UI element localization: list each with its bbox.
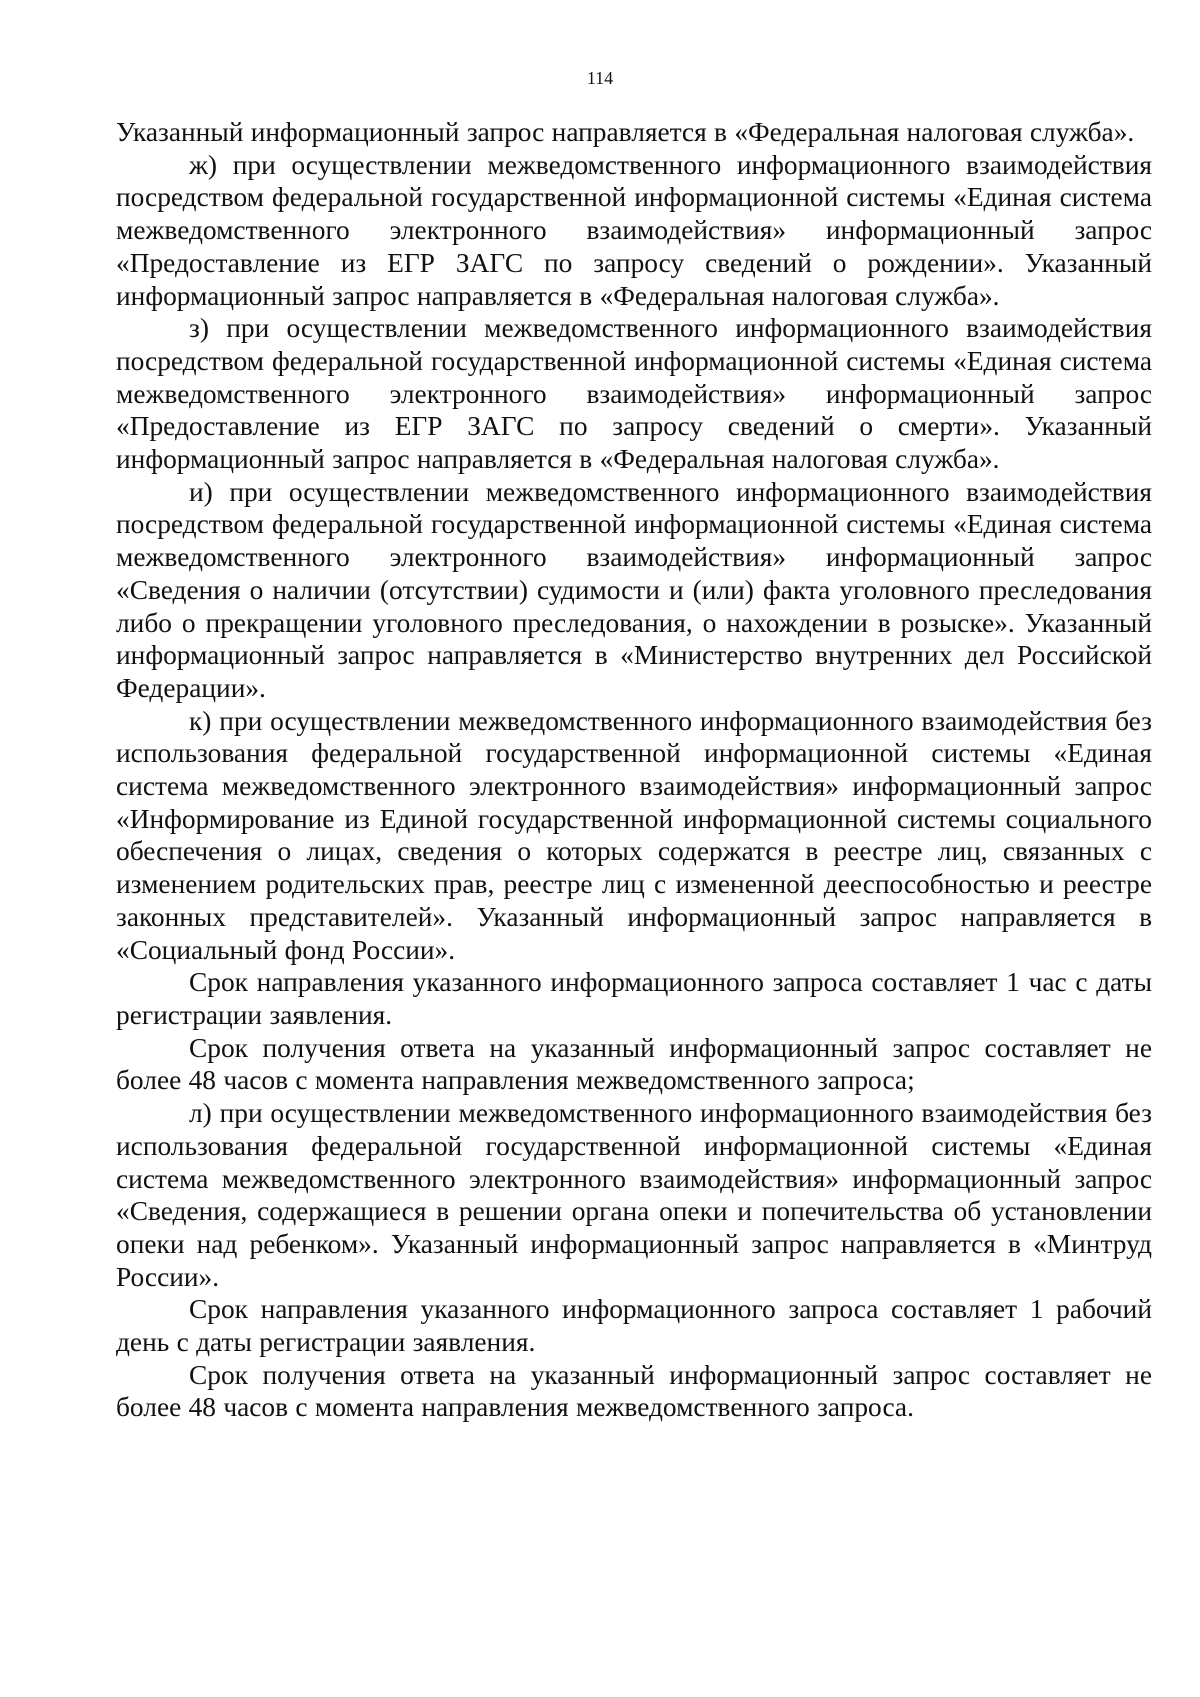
- paragraph-response-deadline-2: Срок получения ответа на указанный информационный запрос составляет не более 48 часов с момента направления межведомственного запроса.: [116, 1359, 1152, 1423]
- paragraph-request-deadline-2: Срок направления указанного информационного запроса составляет 1 рабочий день с даты регистрации заявления.: [116, 1294, 1152, 1358]
- paragraph-item-z: з) при осуществлении межведомственного информационного взаимодействия посредством федеральной государственной информационной системы «Единая система межведомственного электронного взаимодействия» информационный запрос «Предоставление из ЕГР ЗАГС по запросу сведений о смерти». Указанный информационный запрос направляется в «Федеральная налоговая служба».: [116, 313, 1152, 475]
- paragraph-continuation: Указанный информационный запрос направляется в «Федеральная налоговая служба».: [116, 117, 1135, 147]
- paragraph-response-deadline: Срок получения ответа на указанный информационный запрос составляет не более 48 часов с момента направления межведомственного запроса;: [116, 1032, 1152, 1096]
- paragraph-request-deadline: Срок направления указанного информационного запроса составляет 1 час с даты регистрации заявления.: [116, 967, 1152, 1030]
- document-body: [116, 116, 1152, 1424]
- paragraph-item-zh: ж) при осуществлении межведомственного информационного взаимодействия посредством федеральной государственной информационной системы «Единая система межведомственного электронного взаимодействия» информационный запрос «Предоставление из ЕГР ЗАГС по запросу сведений о рождении». Указанный информационный запрос направляется в «Федеральная налоговая служба».: [116, 149, 1152, 311]
- paragraph-item-i: и) при осуществлении межведомственного информационного взаимодействия посредством федеральной государственной информационной системы «Единая система межведомственного электронного взаимодействия» информационный запрос «Сведения о наличии (отсутствии) судимости и (или) факта уголовного преследования либо о прекращении уголовного преследования, о нахождении в розыске». Указанный информационный запрос направляется в «Министерство внутренних дел Российской Федерации».: [116, 476, 1152, 703]
- page-number: 114: [586, 68, 614, 88]
- paragraph-item-l: л) при осуществлении межведомственного информационного взаимодействия без использования федеральной государственной информационной системы «Единая система межведомственного электронного взаимодействия» информационный запрос «Сведения, содержащиеся в решении органа опеки и попечительства об установлении опеки над ребенком». Указанный информационный запрос направляется в «Минтруд России».: [116, 1098, 1152, 1292]
- paragraph-item-k: к) при осуществлении межведомственного информационного взаимодействия без использования федеральной государственной информационной системы «Единая система межведомственного электронного взаимодействия» информационный запрос «Информирование из Единой государственной информационной системы социального обеспечения о лицах, сведения о которых содержатся в реестре лиц, связанных с изменением родительских прав, реестре лиц с измененной дееспособностью и реестре законных представителей». Указанный информационный запрос направляется в «Социальный фонд России».: [116, 705, 1152, 965]
